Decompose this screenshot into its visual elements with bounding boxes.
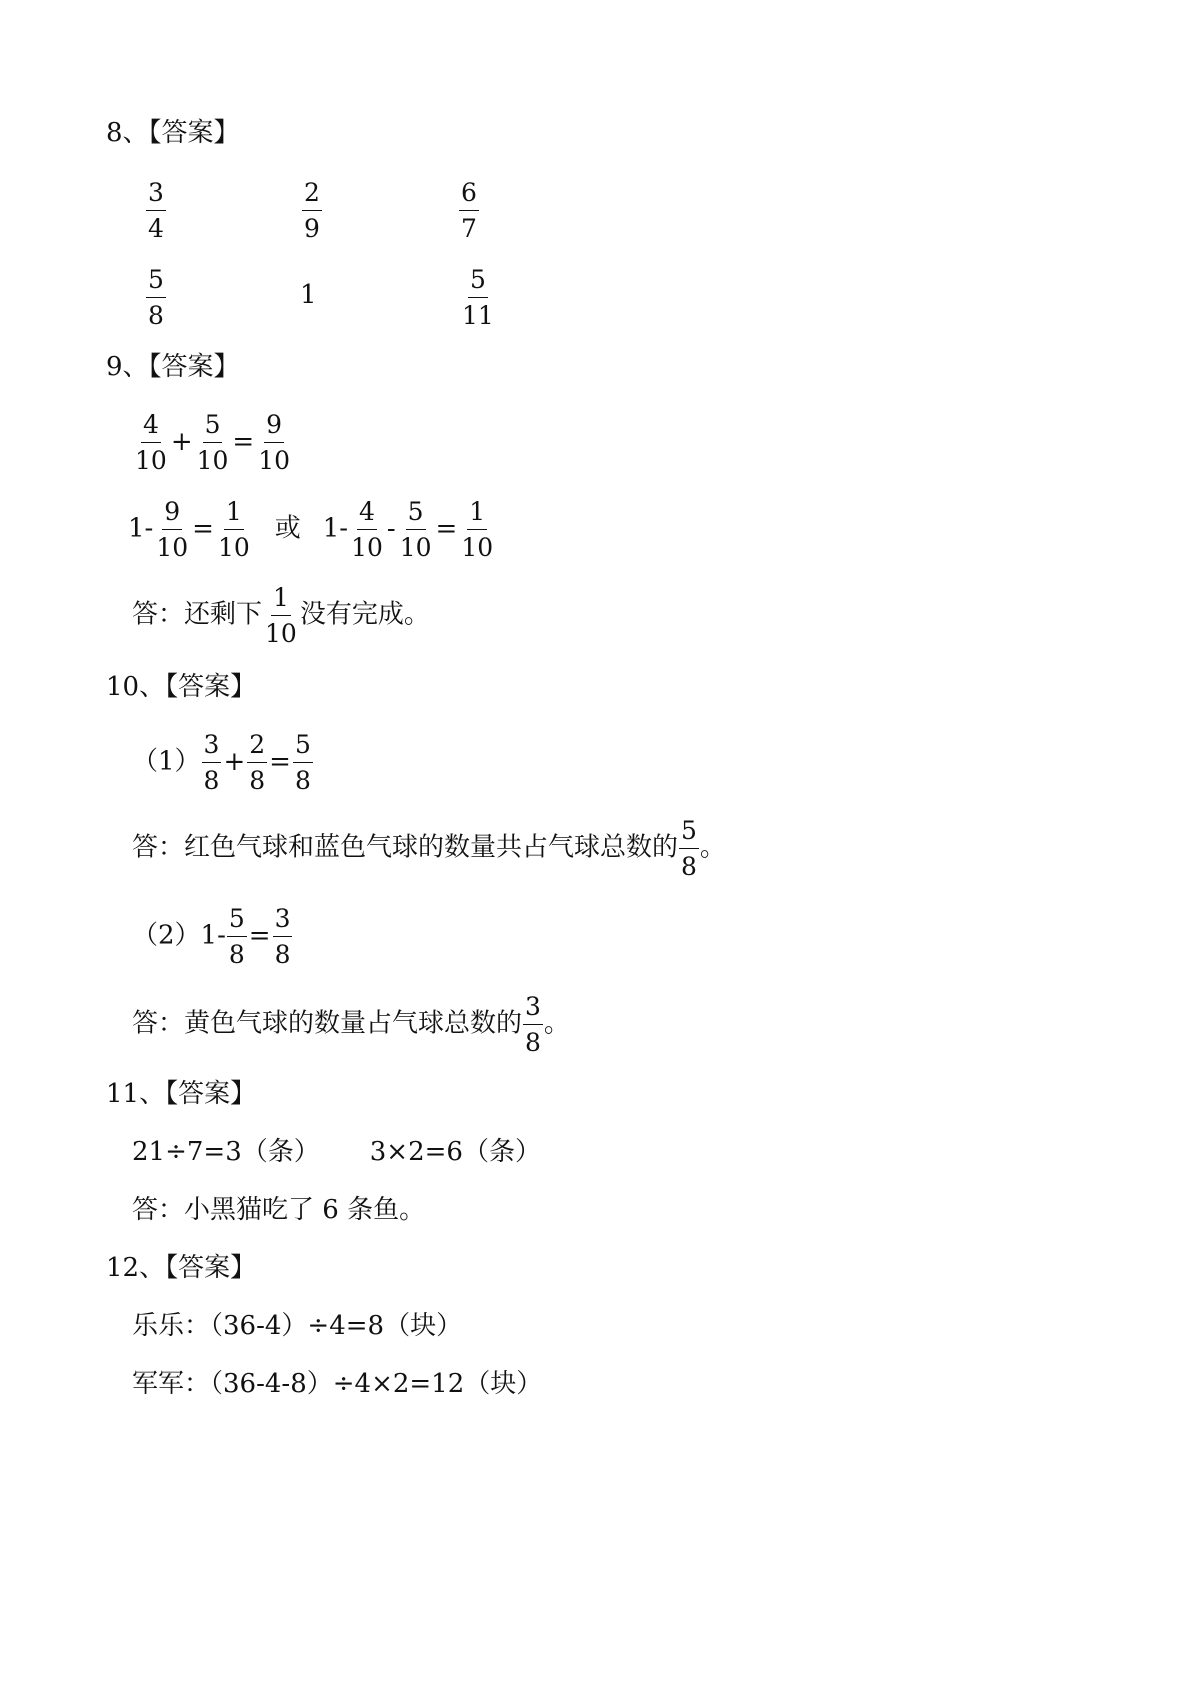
q9-answer: 答：还剩下 $\frac{1}{10}$ 没有完成。 — [132, 583, 430, 648]
or-word: 或 — [274, 513, 301, 544]
q12-lele-calculation: 乐乐：（36-4）÷4=8（块） — [132, 1311, 463, 1341]
q10-heading: 10、【答案】 — [106, 672, 257, 702]
q8-heading: 8、【答案】 — [106, 118, 240, 148]
q8-fraction-3: $\frac{6}{7}$ — [461, 178, 477, 243]
q12-junjun-calculation: 军军：（36-4-8）÷4×2=12（块） — [132, 1369, 543, 1399]
q10-answer-1: 答：红色气球和蓝色气球的数量共占气球总数的 $\frac{5}{8}$ 。 — [132, 816, 726, 881]
q8-fraction-4: $\frac{5}{8}$ — [148, 265, 164, 330]
q12-heading: 12、【答案】 — [106, 1253, 257, 1283]
q10-part-2: （2）1- $\frac{5}{8}$ = $\frac{3}{8}$ — [132, 904, 291, 969]
q11-calculation: 21÷7=3（条） 3×2=6（条） — [132, 1137, 541, 1167]
q10-part-1: （1） $\frac{3}{8}$ + $\frac{2}{8}$ = $\frac{5}{8}$ — [132, 730, 311, 795]
q11-answer: 答：小黑猫吃了 6 条鱼。 — [132, 1195, 426, 1225]
q9-equation-1: $\frac{4}{10}$ + $\frac{5}{10}$ = $\frac{9}{10}$ — [135, 410, 291, 475]
q8-fraction-2: $\frac{2}{9}$ — [304, 178, 320, 243]
q8-fraction-1: $\frac{3}{4}$ — [148, 178, 164, 243]
q9-heading: 9、【答案】 — [106, 352, 240, 382]
q9-equation-2: 1- $\frac{9}{10}$ = $\frac{1}{10}$ 或 1- $\frac{4}{10}$ - $\frac{5}{10}$ = $\frac{1}{10}$ — [128, 497, 494, 562]
q8-whole-number: 1 — [300, 280, 317, 310]
q10-answer-2: 答：黄色气球的数量占气球总数的 $\frac{3}{8}$ 。 — [132, 992, 570, 1057]
q8-fraction-6: $\frac{5}{11}$ — [462, 265, 494, 330]
q11-heading: 11、【答案】 — [106, 1079, 257, 1109]
